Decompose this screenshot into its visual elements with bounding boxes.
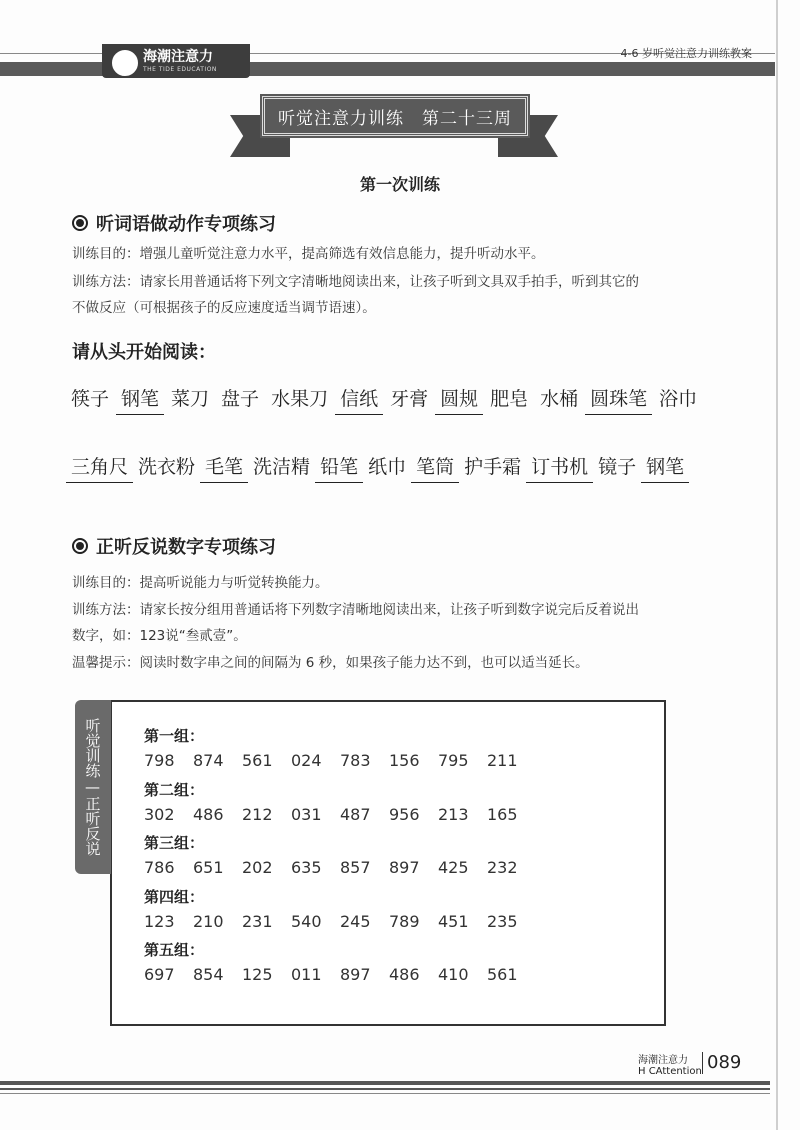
number-item: 210 bbox=[193, 911, 224, 931]
read-prompt: 请从头开始阅读： bbox=[72, 342, 216, 363]
group-label: 第二组： bbox=[144, 780, 205, 799]
number-item: 956 bbox=[389, 804, 420, 824]
section2-method-line1: 训练方法：请家长按分组用普通话将下列数字清晰地阅读出来，让孩子听到数字说完后反着说出 bbox=[72, 602, 639, 618]
number-item: 302 bbox=[144, 804, 175, 824]
week-banner: 听觉注意力训练 第二十三周 bbox=[262, 96, 528, 136]
number-item: 874 bbox=[193, 751, 224, 770]
number-item: 561 bbox=[242, 751, 273, 770]
number-item: 123 bbox=[144, 911, 175, 931]
number-item: 854 bbox=[193, 965, 224, 984]
bullet-icon bbox=[72, 538, 88, 554]
number-item: 410 bbox=[438, 965, 469, 984]
session-title: 第一次训练 bbox=[359, 175, 440, 194]
section1-heading-text: 听词语做动作专项练习 bbox=[96, 214, 276, 235]
number-item: 031 bbox=[291, 804, 322, 824]
number-item: 232 bbox=[487, 858, 518, 877]
section2-method-line2: 数字，如：123说“叁贰壹”。 bbox=[72, 628, 247, 644]
word-item: 镜子 bbox=[598, 456, 637, 478]
number-item: 202 bbox=[242, 858, 273, 877]
word-item: 洗衣粉 bbox=[138, 456, 196, 478]
number-item: 798 bbox=[144, 751, 175, 770]
word-item: 肥皂 bbox=[490, 388, 529, 410]
number-item: 486 bbox=[193, 804, 224, 824]
word-item: 订书机 bbox=[526, 452, 593, 483]
group-label: 第五组： bbox=[144, 941, 205, 959]
word-item: 三角尺 bbox=[66, 452, 133, 483]
number-item: 451 bbox=[438, 911, 469, 931]
number-item: 245 bbox=[340, 911, 371, 931]
section1-method-line2: 不做反应（可根据孩子的反应速度适当调节语速）。 bbox=[72, 300, 376, 316]
section2-goal: 训练目的：提高听说能力与听觉转换能力。 bbox=[72, 575, 329, 591]
word-item: 圆珠笔 bbox=[585, 384, 652, 415]
word-row-2 bbox=[66, 452, 689, 483]
word-item: 洗洁精 bbox=[253, 456, 311, 478]
number-item: 156 bbox=[389, 751, 420, 770]
number-item: 786 bbox=[144, 858, 175, 877]
word-row-1 bbox=[66, 384, 704, 415]
word-item: 信纸 bbox=[335, 384, 383, 415]
word-item: 筷子 bbox=[71, 388, 110, 410]
number-item: 486 bbox=[389, 965, 420, 984]
logo-subtitle: THE TIDE EDUCATION bbox=[143, 66, 217, 73]
number-item: 697 bbox=[144, 965, 175, 984]
number-item: 897 bbox=[389, 858, 420, 877]
number-item: 024 bbox=[291, 751, 322, 770]
logo-icon bbox=[110, 48, 140, 78]
footer-rule bbox=[0, 1088, 770, 1090]
number-item: 425 bbox=[438, 858, 469, 877]
page-edge bbox=[776, 0, 778, 1130]
footer-brand-cn: 海潮注意力 bbox=[638, 1055, 688, 1066]
section1-goal: 训练目的：增强儿童听觉注意力水平，提高筛选有效信息能力，提升听动水平。 bbox=[72, 246, 545, 262]
section1-heading bbox=[72, 210, 276, 236]
book-title: 4-6 岁听觉注意力训练教案 bbox=[620, 47, 752, 60]
number-item: 011 bbox=[291, 965, 322, 984]
number-item: 235 bbox=[487, 911, 518, 931]
word-item: 笔筒 bbox=[411, 452, 459, 483]
number-item: 211 bbox=[487, 751, 518, 770]
number-item: 635 bbox=[291, 858, 322, 877]
word-item: 水桶 bbox=[540, 388, 579, 410]
number-item: 651 bbox=[193, 858, 224, 877]
word-item: 圆规 bbox=[435, 384, 483, 415]
number-item: 231 bbox=[242, 911, 273, 931]
number-item: 795 bbox=[438, 751, 469, 770]
word-item: 盘子 bbox=[221, 388, 260, 410]
number-item: 212 bbox=[242, 804, 273, 824]
word-item: 护手霜 bbox=[464, 456, 522, 478]
footer-rule bbox=[0, 1093, 770, 1094]
section1-method-line1: 训练方法：请家长用普通话将下列文字清晰地阅读出来，让孩子听到文具双手拍手，听到其它的 bbox=[72, 274, 639, 290]
word-item: 牙膏 bbox=[390, 388, 429, 410]
group-numbers bbox=[144, 858, 536, 877]
side-tab: 听觉训练—正听反说 bbox=[75, 700, 111, 874]
footer-rule bbox=[0, 1081, 770, 1085]
section2-heading bbox=[72, 533, 276, 559]
group-label: 第三组： bbox=[144, 834, 205, 852]
group-label: 第一组： bbox=[144, 727, 205, 745]
number-item: 561 bbox=[487, 965, 518, 984]
number-item: 857 bbox=[340, 858, 371, 877]
number-item: 165 bbox=[487, 804, 518, 824]
section2-tip: 温馨提示：阅读时数字串之间的间隔为 6 秒，如果孩子能力达不到，也可以适当延长。 bbox=[72, 655, 589, 671]
number-item: 783 bbox=[340, 751, 371, 770]
group-numbers bbox=[144, 751, 536, 770]
footer-brand bbox=[638, 1055, 702, 1077]
word-item: 菜刀 bbox=[171, 388, 210, 410]
word-item: 钢笔 bbox=[116, 384, 164, 415]
word-item: 钢笔 bbox=[641, 452, 689, 483]
group-numbers bbox=[144, 965, 536, 984]
number-item: 897 bbox=[340, 965, 371, 984]
number-item: 125 bbox=[242, 965, 273, 984]
section2-heading-text: 正听反说数字专项练习 bbox=[96, 537, 276, 558]
number-item: 213 bbox=[438, 804, 469, 824]
page-number: 089 bbox=[702, 1052, 741, 1074]
number-item: 789 bbox=[389, 911, 420, 931]
word-item: 水果刀 bbox=[271, 388, 329, 410]
bullet-icon bbox=[72, 215, 88, 231]
word-item: 铅笔 bbox=[315, 452, 363, 483]
logo-name: 海潮注意力 bbox=[143, 49, 213, 65]
group-numbers bbox=[144, 912, 536, 931]
number-item: 540 bbox=[291, 911, 322, 931]
word-item: 毛笔 bbox=[200, 452, 248, 483]
word-item: 纸巾 bbox=[368, 456, 407, 478]
word-item: 浴巾 bbox=[659, 388, 698, 410]
number-item: 487 bbox=[340, 804, 371, 824]
group-numbers bbox=[144, 805, 536, 824]
group-label: 第四组： bbox=[144, 887, 205, 906]
footer-brand-en: H CAttention bbox=[638, 1066, 702, 1077]
